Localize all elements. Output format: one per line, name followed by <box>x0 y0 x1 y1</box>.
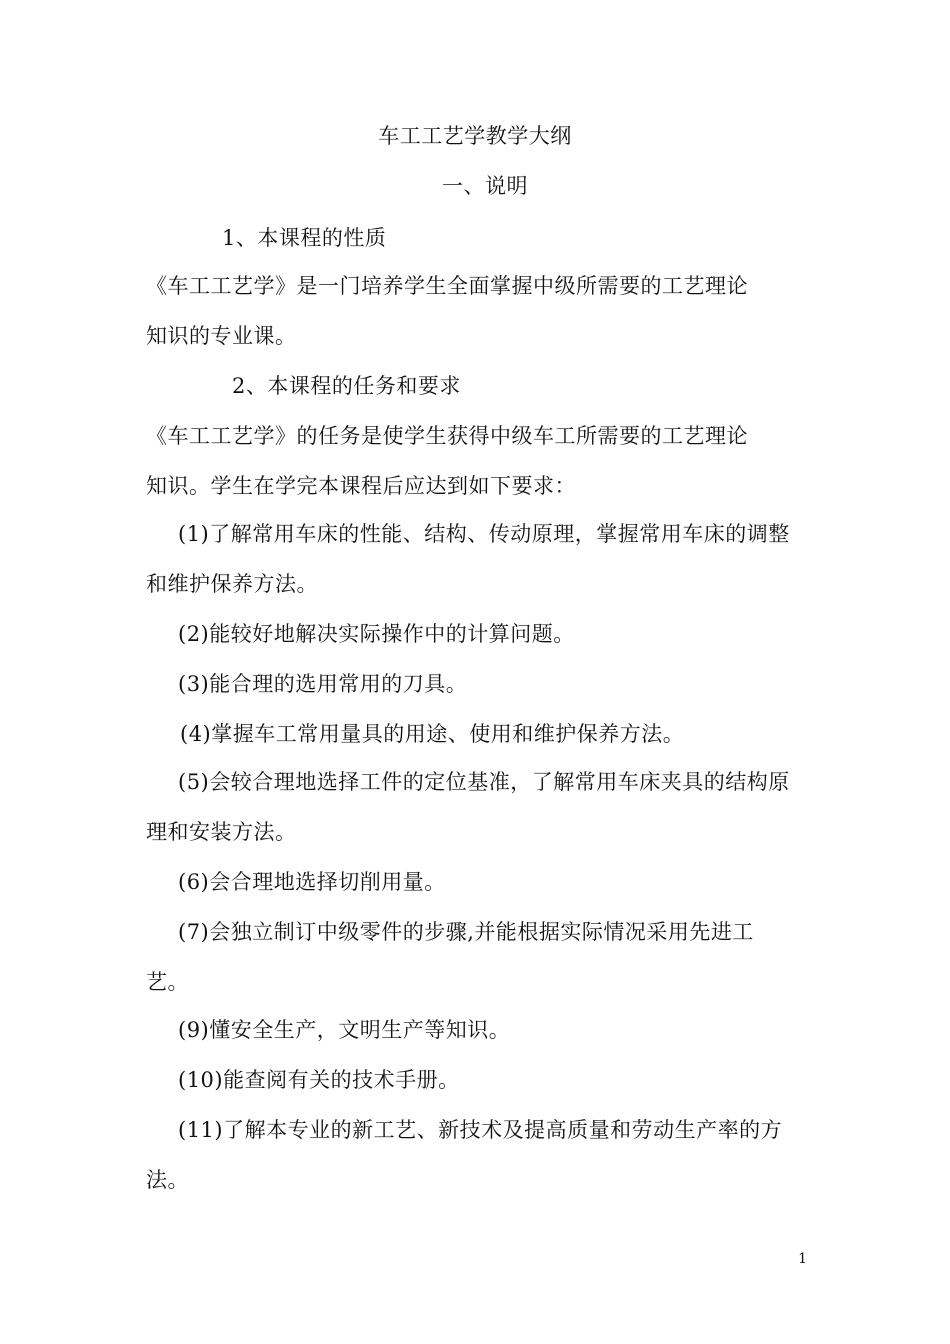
subsection-heading-2: 2、本课程的任务和要求 <box>232 374 461 398</box>
paragraph-2-line-2: 知识。学生在学完本课程后应达到如下要求： <box>146 474 576 498</box>
requirement-6: (6)会合理地选择切削用量。 <box>178 870 446 894</box>
requirement-9: (9)懂安全生产，文明生产等知识。 <box>178 1018 511 1042</box>
requirement-7-line-1: (7)会独立制订中级零件的步骤,并能根据实际情况采用先进工 <box>178 920 754 944</box>
paragraph-1-line-2: 知识的专业课。 <box>146 324 297 348</box>
requirement-5-line-1: (5)会较合理地选择工件的定位基准，了解常用车床夹具的结构原 <box>178 770 790 794</box>
requirement-2: (2)能较好地解决实际操作中的计算问题。 <box>178 622 575 646</box>
requirement-1-line-1: (1)了解常用车床的性能、结构、传动原理，掌握常用车床的调整 <box>178 522 790 546</box>
section-heading: 一、说明 <box>442 174 528 198</box>
requirement-5-line-2: 理和安装方法。 <box>146 820 297 844</box>
requirement-4: (4)掌握车工常用量具的用途、使用和维护保养方法。 <box>180 722 685 746</box>
document-title: 车工工艺学教学大纲 <box>378 124 572 148</box>
requirement-11-line-1: (11)了解本专业的新工艺、新技术及提高质量和劳动生产率的方 <box>178 1118 783 1142</box>
requirement-1-line-2: 和维护保养方法。 <box>146 572 318 596</box>
subsection-heading-1: 1、本课程的性质 <box>222 226 387 250</box>
paragraph-2-line-1: 《车工工艺学》的任务是使学生获得中级车工所需要的工艺理论 <box>146 424 748 448</box>
page-number: 1 <box>798 1251 807 1267</box>
requirement-11-line-2: 法。 <box>146 1168 189 1192</box>
requirement-10: (10)能查阅有关的技术手册。 <box>178 1068 460 1092</box>
paragraph-1-line-1: 《车工工艺学》是一门培养学生全面掌握中级所需要的工艺理论 <box>146 274 748 298</box>
requirement-3: (3)能合理的选用常用的刀具。 <box>178 672 468 696</box>
requirement-7-line-2: 艺。 <box>146 970 189 994</box>
